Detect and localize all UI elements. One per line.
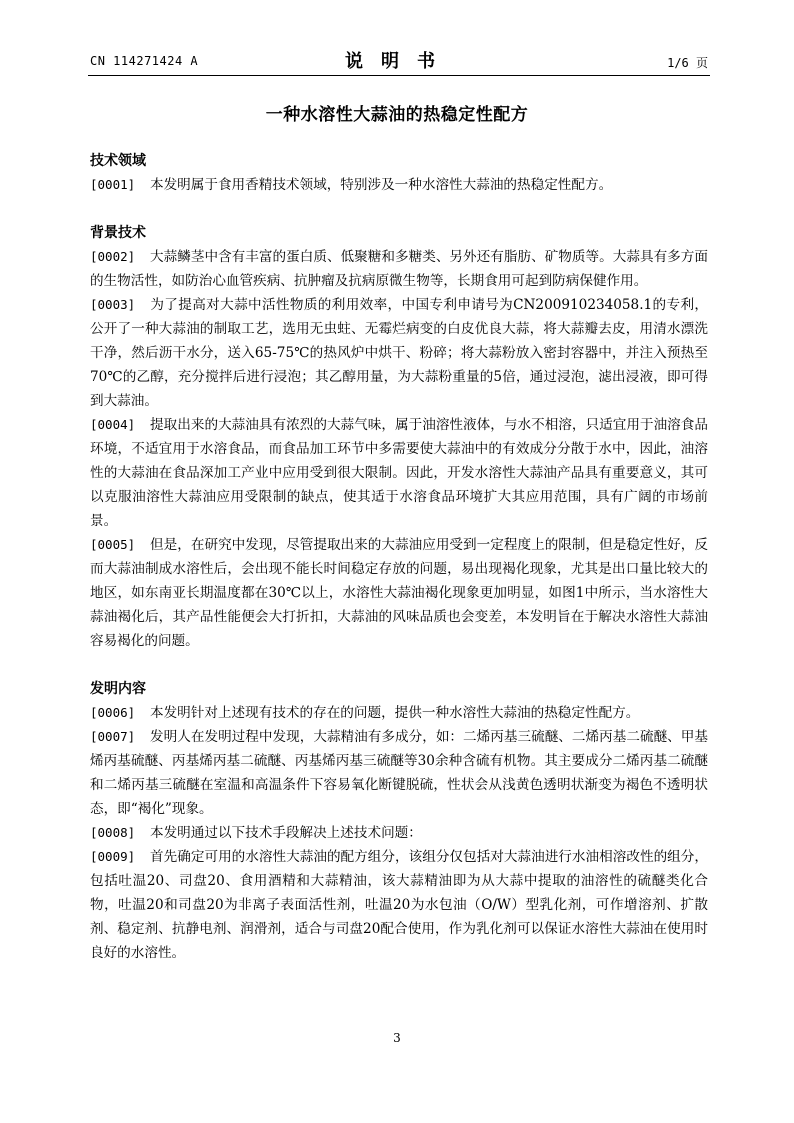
page-number: 3 — [393, 1031, 401, 1045]
paragraph-text: 本发明针对上述现有技术的存在的问题，提供一种水溶性大蒜油的热稳定性配方。 — [150, 705, 640, 721]
paragraph-text: 发明人在发明过程中发现，大蒜精油有多成分，如：二烯丙基三硫醚、二烯丙基二硫醚、甲基烯丙基硫醚、丙基烯丙基二硫醚、丙基烯丙基三硫醚等30余种含硫有机物。其主要成分二烯丙基二硫醚和二烯丙基三硫醚在室温和高温条件下容易氧化断键脱硫，性状会从浅黄色透明状渐变为褐色不透明状态，即“褐化”现象。 — [90, 729, 708, 817]
header-divider — [88, 75, 710, 76]
paragraph — [90, 845, 708, 965]
paragraph-number: [0005] — [90, 537, 136, 552]
page-header — [90, 46, 708, 76]
paragraph — [90, 173, 708, 197]
paragraph-number: [0001] — [90, 177, 136, 192]
paragraph — [90, 413, 708, 533]
paragraph-text: 首先确定可用的水溶性大蒜油的配方组分，该组分仅包括对大蒜油进行水油相溶改性的组分，包括吐温20、司盘20、食用酒精和大蒜精油，该大蒜精油即为从大蒜中提取的油溶性的硫醚类化合物，吐温20和司盘20为非离子表面活性剂，吐温20为水包油（O/W）型乳化剂，可作增溶剂、扩散剂、稳定剂、抗静电剂、润滑剂，适合与司盘20配合使用，作为乳化剂可以保证水溶性大蒜油在使用时良好的水溶性。 — [90, 849, 708, 961]
paragraph — [90, 821, 708, 845]
paragraph-number: [0006] — [90, 705, 136, 720]
section-heading: 技术领域 — [90, 153, 146, 169]
page-info: 1/6 页 — [667, 56, 708, 70]
paragraph — [90, 533, 708, 653]
publication-number: CN 114271424 A — [90, 54, 199, 68]
paragraph-text: 本发明属于食用香精技术领域，特别涉及一种水溶性大蒜油的热稳定性配方。 — [150, 177, 613, 193]
paragraph — [90, 701, 708, 725]
section-heading: 发明内容 — [90, 681, 146, 697]
paragraph — [90, 725, 708, 821]
paragraph-number: [0002] — [90, 249, 136, 264]
paragraph-text: 大蒜鳞茎中含有丰富的蛋白质、低聚糖和多糖类、另外还有脂肪、矿物质等。大蒜具有多方面的生物活性，如防治心血管疾病、抗肿瘤及抗病原微生物等，长期食用可起到防病保健作用。 — [90, 249, 708, 289]
paragraph-number: [0004] — [90, 417, 136, 432]
paragraph-number: [0007] — [90, 729, 136, 744]
paragraph-text: 本发明通过以下技术手段解决上述技术问题： — [150, 825, 422, 841]
paragraph — [90, 245, 708, 293]
paragraph-number: [0008] — [90, 825, 136, 840]
document-title: 一种水溶性大蒜油的热稳定性配方 — [265, 105, 529, 125]
section-background — [90, 221, 708, 653]
paragraph-text: 提取出来的大蒜油具有浓烈的大蒜气味，属于油溶性液体，与水不相溶，只适宜用于油溶食品环境，不适宜用于水溶食品，而食品加工环节中多需要使大蒜油中的有效成分分散于水中，因此，油溶性的大蒜油在食品深加工产业中应用受到很大限制。因此，开发水溶性大蒜油产品具有重要意义，其可以克服油溶性大蒜油应用受限制的缺点，使其适于水溶食品环境扩大其应用范围，具有广阔的市场前景。 — [90, 417, 708, 529]
section-summary — [90, 677, 708, 965]
paragraph-text: 但是，在研究中发现，尽管提取出来的大蒜油应用受到一定程度上的限制，但是稳定性好，反而大蒜油制成水溶性后，会出现不能长时间稳定存放的问题，易出现褐化现象，尤其是出口量比较大的地区，如东南亚长期温度都在30℃以上，水溶性大蒜油褐化现象更加明显，如图1中所示，当水溶性大蒜油褐化后，其产品性能便会大打折扣，大蒜油的风味品质也会变差，本发明旨在于解决水溶性大蒜油容易褐化的问题。 — [90, 537, 708, 649]
document-body — [90, 143, 708, 965]
document-type: 说明书 — [345, 51, 453, 72]
paragraph-text: 为了提高对大蒜中活性物质的利用效率，中国专利申请号为CN200910234058.1的专利，公开了一种大蒜油的制取工艺，选用无虫蛀、无霉烂病变的白皮优良大蒜，将大蒜瓣去皮，用清水漂洗干净，然后沥干水分，送入65-75℃的热风炉中烘干、粉碎；将大蒜粉放入密封容器中，并注入预热至70℃的乙醇，充分搅拌后进行浸泡；其乙醇用量，为大蒜粉重量的5倍，通过浸泡，滤出浸液，即可得到大蒜油。 — [90, 297, 708, 409]
section-technical-field — [90, 149, 708, 197]
paragraph — [90, 293, 708, 413]
section-heading: 背景技术 — [90, 225, 146, 241]
paragraph-number: [0009] — [90, 849, 136, 864]
paragraph-number: [0003] — [90, 297, 136, 312]
